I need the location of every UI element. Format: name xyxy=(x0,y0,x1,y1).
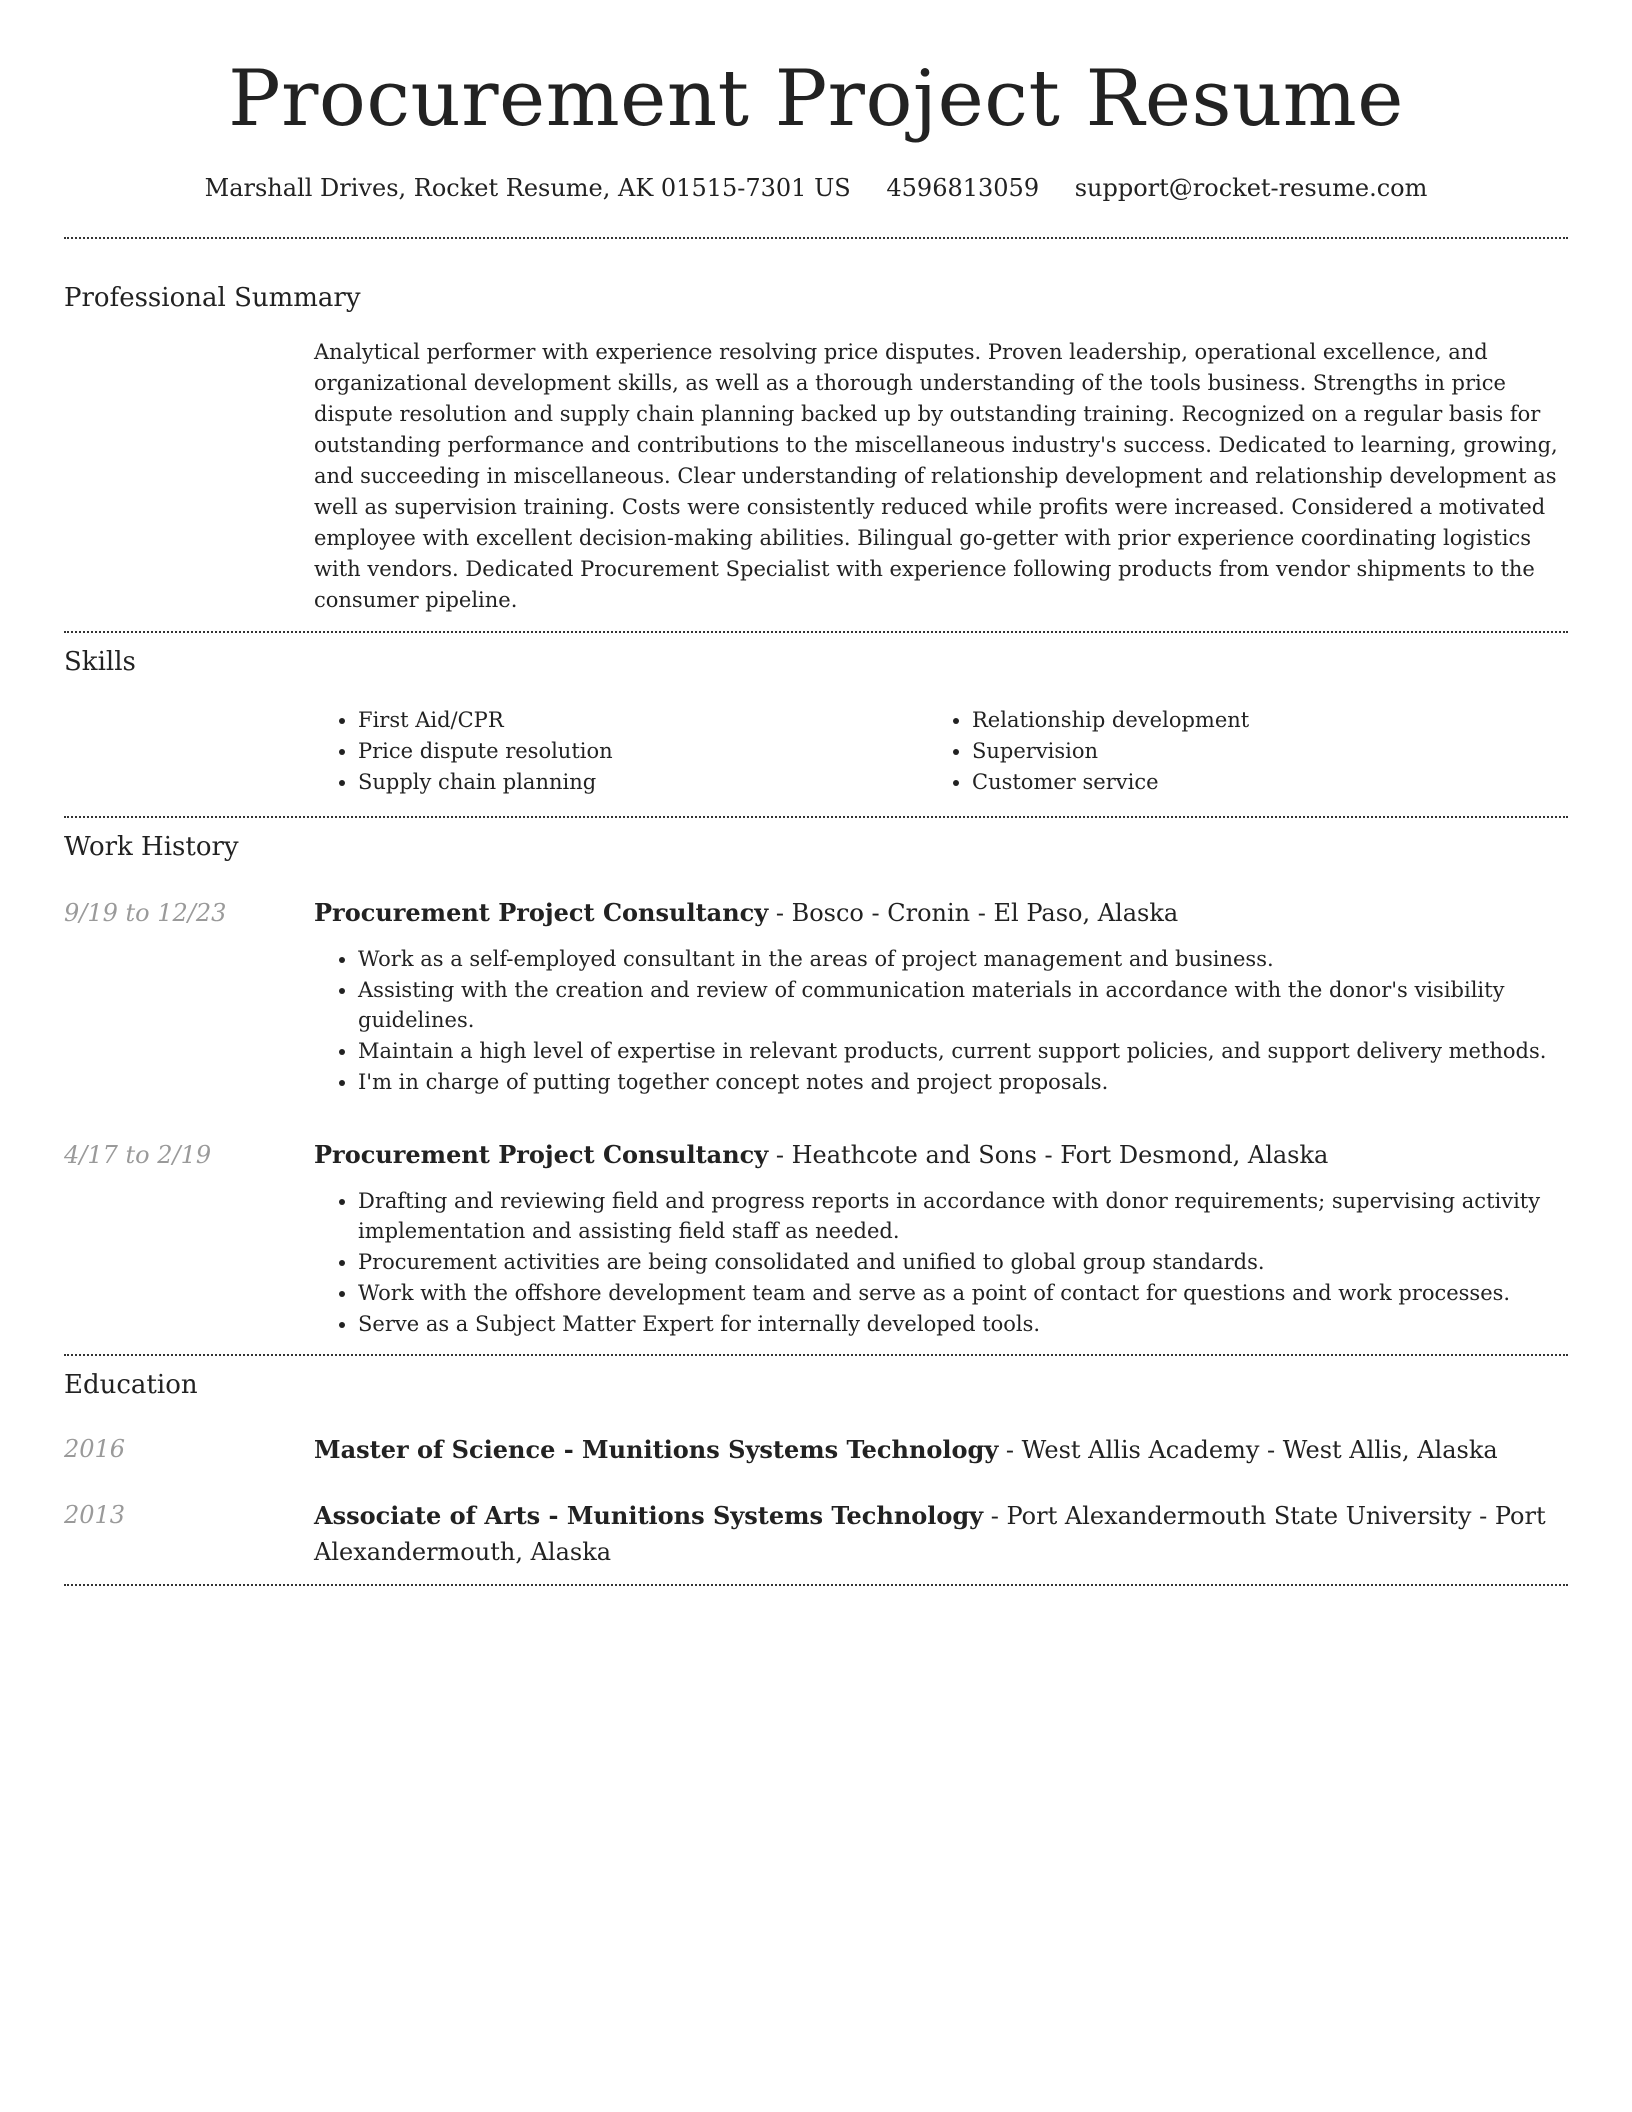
job-bullet: • Work as a self-employed consultant in the areas of project management and business. xyxy=(358,944,1568,974)
resume-page xyxy=(64,0,1568,1586)
section-divider xyxy=(64,816,1568,818)
work-history-heading: Work History xyxy=(64,832,239,862)
job-bullet: • Procurement activities are being consolidated and unified to global group standards. xyxy=(358,1247,1568,1277)
contact-email[interactable]: support@rocket-resume.com xyxy=(1074,174,1428,202)
skill-item: • Relationship development xyxy=(972,705,1542,736)
job-heading xyxy=(314,896,1568,930)
skills-column-left xyxy=(314,705,928,798)
education-school: - West Allis Academy - West Allis, Alaska xyxy=(998,1436,1498,1464)
section-divider xyxy=(64,1584,1568,1586)
summary-text: Analytical performer with experience resolving price disputes. Proven leadership, operational excellence, and organizational development skills, as well as a thorough understanding of the tools business. Strengths in price dispute resolution and supply chain planning backed up by outstanding training. Recognized on a regular basis for outstanding performance and contributions to the miscellaneous industry's success. Dedicated to learning, growing, and succeeding in miscellaneous. Clear understanding of relationship development and relationship development as well as supervision training. Costs were consistently reduced while profits were increased. Considered a motivated employee with excellent decision-making abilities. Bilingual go-getter with prior experience coordinating logistics with vendors. Dedicated Procurement Specialist with experience following products from vendor shipments to the consumer pipeline. xyxy=(314,340,1558,612)
job-title: Procurement Project Consultancy xyxy=(314,898,769,927)
job-entry xyxy=(64,896,1568,1098)
summary-heading: Professional Summary xyxy=(64,283,361,313)
job-bullet: • Drafting and reviewing field and progress reports in accordance with donor requirements; supervising activity implementation and assisting field staff as needed. xyxy=(358,1186,1568,1246)
job-heading xyxy=(314,1138,1568,1172)
job-employer-location: - Bosco - Cronin - El Paso, Alaska xyxy=(768,899,1179,927)
contact-phone: 4596813059 xyxy=(886,174,1040,202)
job-bullets xyxy=(314,944,1568,1097)
skills-column-right xyxy=(928,705,1542,798)
skill-item: • Customer service xyxy=(972,767,1542,798)
skill-item: • First Aid/CPR xyxy=(358,705,928,736)
contact-address: Marshall Drives, Rocket Resume, AK 01515-7301 US xyxy=(204,174,851,202)
resume-title: Procurement Project Resume xyxy=(228,54,1404,144)
education-heading: Education xyxy=(64,1370,198,1400)
education-year: 2013 xyxy=(64,1501,126,1529)
education-entry xyxy=(64,1498,1568,1570)
job-bullet: • Serve as a Subject Matter Expert for internally developed tools. xyxy=(358,1309,1568,1339)
section-divider xyxy=(64,631,1568,633)
job-entry xyxy=(64,1138,1568,1340)
section-divider xyxy=(64,1354,1568,1356)
job-bullet: • I'm in charge of putting together concept notes and project proposals. xyxy=(358,1067,1568,1097)
contact-line xyxy=(64,174,1568,202)
education-degree: Associate of Arts - Munitions Systems Technology xyxy=(314,1501,984,1530)
skill-item: • Price dispute resolution xyxy=(358,736,928,767)
job-dates: 4/17 to 2/19 xyxy=(64,1141,212,1169)
education-entry xyxy=(64,1432,1568,1468)
job-body xyxy=(314,1138,1568,1340)
job-bullet: • Assisting with the creation and review of communication materials in accordance with the donor's visibility guidelines. xyxy=(358,975,1568,1035)
education-school: - Port Alexandermouth State University - Port Alexandermouth, Alaska xyxy=(314,1502,1546,1566)
education-degree: Master of Science - Munitions Systems Technology xyxy=(314,1435,999,1464)
job-bullet: • Maintain a high level of expertise in relevant products, current support policies, and support delivery methods. xyxy=(358,1036,1568,1066)
job-body xyxy=(314,896,1568,1098)
education-details xyxy=(314,1432,1568,1468)
job-bullet: • Work with the offshore development team and serve as a point of contact for questions and work processes. xyxy=(358,1278,1568,1308)
education-year: 2016 xyxy=(64,1435,126,1463)
job-employer-location: - Heathcote and Sons - Fort Desmond, Alaska xyxy=(768,1141,1329,1169)
skill-item: • Supervision xyxy=(972,736,1542,767)
skills-list xyxy=(314,705,1568,798)
job-bullets xyxy=(314,1186,1568,1339)
section-divider xyxy=(64,237,1568,239)
skill-item: • Supply chain planning xyxy=(358,767,928,798)
job-dates: 9/19 to 12/23 xyxy=(64,899,227,927)
job-title: Procurement Project Consultancy xyxy=(314,1140,769,1169)
education-details xyxy=(314,1498,1568,1570)
skills-heading: Skills xyxy=(64,647,136,677)
